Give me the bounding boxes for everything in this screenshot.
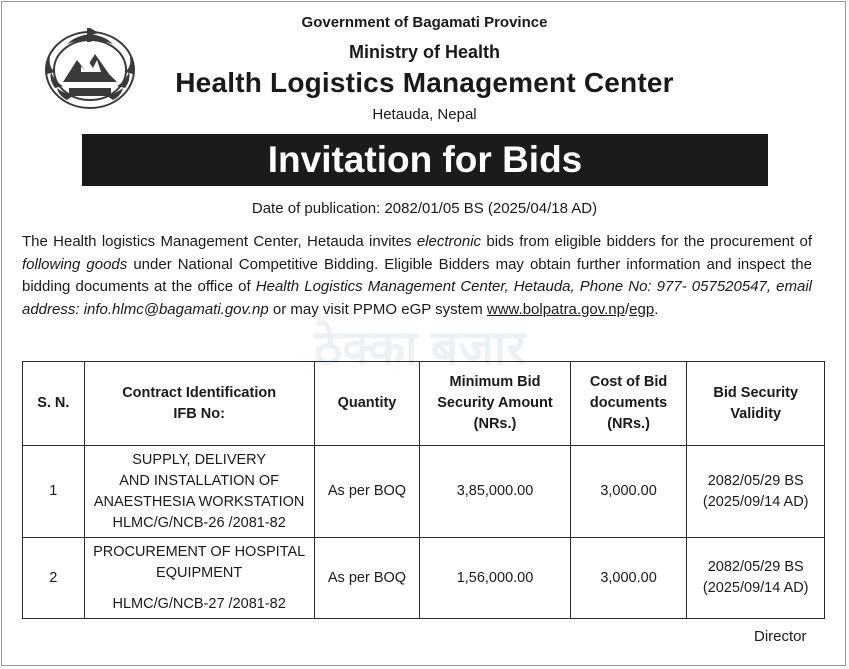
row-validity: [687, 538, 825, 619]
nepal-government-emblem-icon: [37, 22, 143, 114]
row-sn: 2: [23, 538, 85, 619]
header-sn: S. N.: [23, 362, 85, 446]
row-desc-line: PROCUREMENT OF HOSPITAL: [93, 543, 306, 560]
row-validity-bs: 2082/05/29 BS: [707, 472, 804, 489]
row-quantity: As per BOQ: [314, 446, 420, 538]
header-security-line2: Security Amount: [437, 395, 553, 411]
intro-paragraph: [22, 231, 812, 321]
row-validity: [687, 446, 825, 538]
header-validity-line2: Validity: [730, 405, 782, 422]
intro-text-1: The Health logistics Management Center, Hetauda invites: [22, 233, 417, 250]
header-cost-line1: Cost of Bid: [589, 374, 668, 390]
ministry-name: Ministry of Health: [348, 42, 500, 62]
row-desc-line: ANAESTHESIA WORKSTATION: [93, 493, 305, 510]
page-title: Invitation for Bids: [82, 134, 768, 186]
row-validity-ad: (2025/09/14 AD): [702, 580, 809, 596]
bolpatra-link[interactable]: www.bolpatra.gov.np: [486, 300, 625, 318]
row-desc-gap: [89, 584, 310, 594]
header-cost-line2: documents: [589, 395, 668, 411]
row-document-cost: 3,000.00: [570, 446, 687, 538]
header-cost: [570, 362, 687, 446]
row-sn: 1: [23, 446, 85, 538]
intro-em-1: electronic: [416, 233, 482, 250]
center-location: Hetauda, Nepal: [372, 106, 477, 123]
header-contract-line2: IFB No:: [173, 405, 225, 422]
row-quantity: As per BOQ: [314, 538, 420, 619]
intro-em-2: following goods: [22, 255, 128, 273]
intro-text-2: bids from eligible bidders for the procurement of: [481, 233, 813, 250]
bids-table: [22, 361, 825, 619]
row-ifb-number: HLMC/G/NCB-26 /2081-82: [112, 514, 286, 531]
table-row: [23, 538, 825, 619]
row-validity-ad: (2025/09/14 AD): [702, 493, 809, 510]
header-security-line1: Minimum Bid: [449, 374, 541, 390]
row-desc-line: SUPPLY, DELIVERY: [132, 451, 267, 468]
center-name: Health Logistics Management Center: [175, 67, 674, 98]
row-document-cost: 3,000.00: [570, 538, 687, 619]
header-quantity: Quantity: [314, 362, 420, 446]
row-contract: [84, 538, 314, 619]
header-contract: [84, 362, 314, 446]
header-cost-line3: (NRs.): [607, 416, 650, 432]
row-security-amount: 1,56,000.00: [420, 538, 570, 619]
row-desc-line: AND INSTALLATION OF: [119, 472, 280, 489]
egp-link[interactable]: egp: [629, 300, 655, 318]
table-row: [23, 446, 825, 538]
intro-text-4: or may visit PPMO eGP system: [268, 300, 487, 318]
header-contract-line1: Contract Identification: [122, 384, 277, 401]
signatory-title: Director: [754, 628, 807, 645]
intro-end: .: [654, 300, 659, 318]
table-header-row: [23, 362, 825, 446]
row-validity-bs: 2082/05/29 BS: [707, 559, 804, 575]
header-security-line3: (NRs.): [473, 416, 517, 432]
watermark-text: ठेक्का बजार: [314, 322, 526, 375]
publication-date: Date of publication: 2082/01/05 BS (2025/04/18 AD): [251, 200, 598, 217]
government-name: Government of Bagamati Province: [301, 14, 548, 31]
header-security: [420, 362, 570, 446]
row-ifb-number: HLMC/G/NCB-27 /2081-82: [112, 595, 286, 612]
row-contract: [84, 446, 314, 538]
header-validity-line1: Bid Security: [713, 384, 799, 401]
link-slash: /: [625, 300, 630, 318]
intro-contact: Health Logistics Management Center, Hetauda, Phone No: 977- 057520547, email address: info.hlmc@bagamati.gov.np: [22, 278, 812, 318]
header-validity: [687, 362, 825, 446]
row-desc-line: EQUIPMENT: [156, 564, 243, 581]
row-security-amount: 3,85,000.00: [420, 446, 570, 538]
intro-text-3: under National Competitive Bidding. Eligible Bidders may obtain further information and inspect the bidding documents at the office of: [22, 255, 812, 295]
